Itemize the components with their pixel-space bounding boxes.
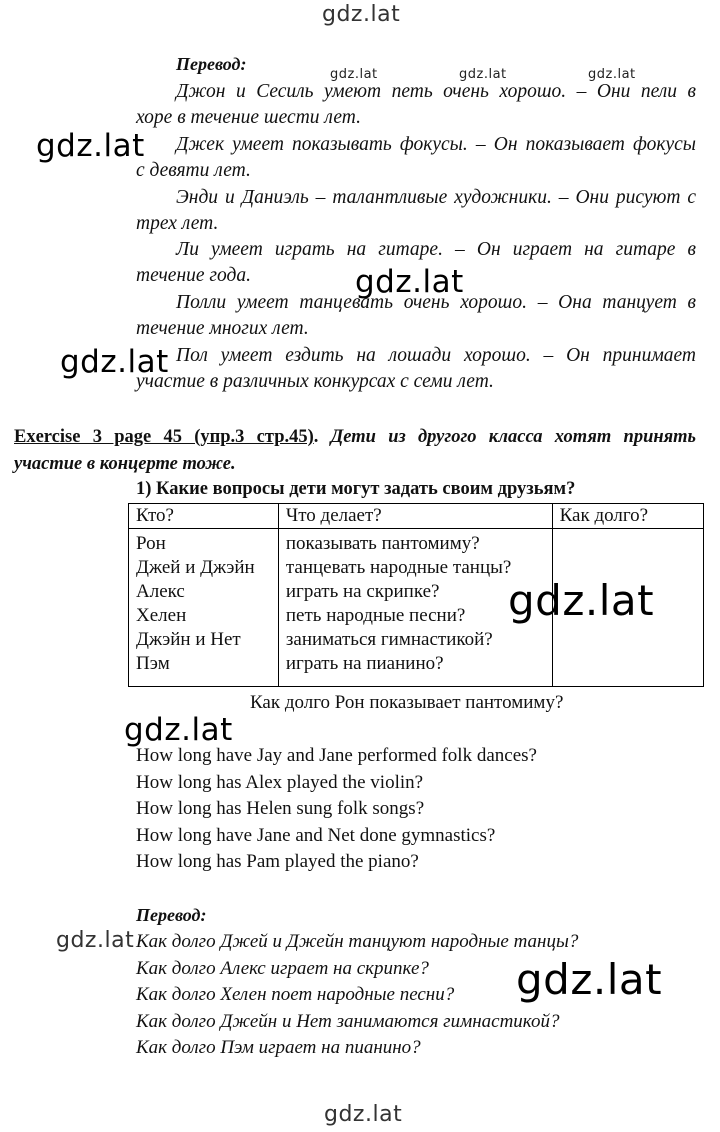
header-what: Что делает?: [278, 504, 552, 529]
list-item: Как долго Алекс играет на скрипке?: [136, 957, 429, 979]
watermark: gdz.lat: [60, 344, 169, 380]
list-item: How long have Jane and Net done gymnastics?: [136, 824, 496, 846]
list-item: Как долго Джейн и Нет занимаются гимнастикой?: [136, 1010, 560, 1032]
watermark: gdz.lat: [355, 264, 464, 300]
watermark: gdz.lat: [330, 67, 378, 82]
table-header-row: [129, 504, 704, 529]
translation-paragraph: Джек умеет показывать фокусы. – Он показывает фокусы с девяти лет.: [136, 134, 696, 181]
list-item: Как долго Джей и Джейн танцуют народные танцы?: [136, 931, 579, 952]
exercise-task: Дети из другого класса хотят принять: [330, 427, 697, 447]
list-item: Как долго Пэм играет на пианино?: [136, 1037, 421, 1058]
list-item: How long have Jay and Jane performed folk dances?: [136, 745, 537, 766]
list-item: How long has Helen sung folk songs?: [136, 798, 425, 819]
translation-paragraph: Ли умеет играть на гитаре. – Он играет на гитаре в течение года.: [136, 239, 696, 286]
watermark: gdz.lat: [56, 928, 135, 953]
watermark: gdz.lat: [508, 576, 655, 625]
header-how-long: Как долго?: [552, 504, 703, 529]
watermark: gdz.lat: [322, 2, 401, 27]
translation-heading: Перевод:: [176, 54, 247, 74]
translation-paragraph: Полли умеет танцевать очень хорошо. – Она танцует в течение многих лет.: [136, 292, 696, 339]
translation-paragraph: Джон и Сесиль умеют петь очень хорошо. – Они пели в хоре в течение шести лет.: [136, 81, 696, 128]
exercise-reference: Exercise 3 page 45 (упр.3 стр.45): [14, 427, 314, 447]
watermark: gdz.lat: [459, 67, 507, 82]
watermark: gdz.lat: [36, 128, 145, 164]
what-cell: показывать пантомиму? танцевать народные танцы? играть на скрипке? петь народные песни? заниматься гимнастикой? играть на пианино?: [278, 529, 552, 687]
list-item: How long has Alex played the violin?: [136, 771, 424, 793]
watermark: gdz.lat: [588, 67, 636, 82]
translation-list: [136, 929, 578, 1062]
translation-heading: Перевод:: [136, 905, 207, 925]
exercise-header: Exercise 3 page 45 (упр.3 стр.45). Дети из другого класса хотят принять участие в концерте тоже.: [14, 424, 696, 478]
translation-paragraph: Энди и Даниэль – талантливые художники. – Они рисуют с трех лет.: [136, 187, 696, 234]
watermark: gdz.lat: [324, 1102, 403, 1127]
example-sentence: Как долго Рон показывает пантомиму?: [250, 692, 564, 713]
english-questions: [136, 743, 537, 876]
header-who: Кто?: [129, 504, 279, 529]
watermark: gdz.lat: [516, 955, 663, 1004]
translation-paragraph: Пол умеет ездить на лошади хорошо. – Он принимает участие в различных конкурсах с семи лет.: [136, 345, 696, 392]
who-cell: Рон Джей и Джэйн Алекс Хелен Джэйн и Нет Пэм: [129, 529, 279, 687]
list-item: Как долго Хелен поет народные песни?: [136, 984, 455, 1005]
list-item: How long has Pam played the piano?: [136, 851, 419, 872]
watermark: gdz.lat: [124, 712, 233, 748]
exercise-task-line2: участие в концерте тоже.: [14, 454, 236, 474]
exercise-question: 1) Какие вопросы дети могут задать своим друзьям?: [136, 479, 576, 499]
